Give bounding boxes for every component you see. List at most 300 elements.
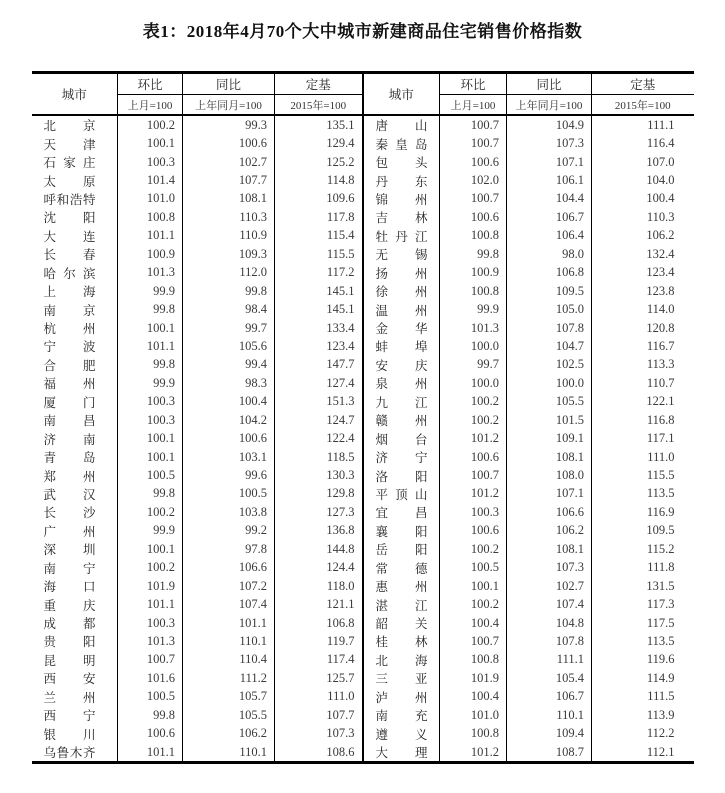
yoy-value-cell: 104.2 — [183, 411, 275, 429]
fixed-base-value-cell: 117.5 — [592, 614, 694, 632]
city-name-label: 西宁 — [43, 709, 96, 724]
yoy-value-cell: 99.7 — [183, 319, 275, 337]
header-yoy-base-right: 上年同月=100 — [507, 95, 592, 116]
city-cell — [363, 614, 440, 632]
mom-value-cell: 101.1 — [118, 595, 183, 613]
city-cell — [32, 153, 118, 171]
table-row — [32, 632, 694, 650]
city-cell — [363, 669, 440, 687]
table-row — [32, 300, 694, 318]
yoy-value-cell: 104.4 — [507, 190, 592, 208]
fixed-base-value-cell: 114.0 — [592, 300, 694, 318]
fixed-base-value-cell: 110.7 — [592, 374, 694, 392]
yoy-value-cell: 108.7 — [507, 743, 592, 763]
city-cell — [363, 503, 440, 521]
yoy-value-cell: 112.0 — [183, 264, 275, 282]
fixed-base-value-cell: 127.3 — [275, 503, 363, 521]
fixed-base-value-cell: 117.1 — [592, 429, 694, 447]
yoy-value-cell: 105.6 — [183, 337, 275, 355]
yoy-value-cell: 107.4 — [507, 595, 592, 613]
fixed-base-value-cell: 116.7 — [592, 337, 694, 355]
city-cell — [32, 115, 118, 134]
table-row — [32, 503, 694, 521]
city-name-label: 三亚 — [375, 672, 428, 687]
city-name-label: 南充 — [375, 709, 428, 724]
yoy-value-cell: 109.5 — [507, 282, 592, 300]
fixed-base-value-cell: 135.1 — [275, 115, 363, 134]
table-row — [32, 337, 694, 355]
city-name-label: 长沙 — [43, 506, 96, 521]
fixed-base-value-cell: 133.4 — [275, 319, 363, 337]
mom-value-cell: 100.5 — [440, 559, 507, 577]
city-cell — [32, 134, 118, 152]
fixed-base-value-cell: 115.2 — [592, 540, 694, 558]
city-name-label: 深圳 — [43, 543, 96, 558]
city-cell — [363, 743, 440, 763]
mom-value-cell: 100.2 — [440, 540, 507, 558]
city-cell — [32, 595, 118, 613]
city-cell — [363, 577, 440, 595]
fixed-base-value-cell: 145.1 — [275, 282, 363, 300]
mom-value-cell: 101.9 — [118, 577, 183, 595]
city-name-label: 扬州 — [375, 266, 428, 281]
fixed-base-value-cell: 123.4 — [275, 337, 363, 355]
table-row — [32, 651, 694, 669]
city-name-label: 平顶山 — [375, 487, 428, 502]
mom-value-cell: 100.8 — [440, 724, 507, 742]
fixed-base-value-cell: 117.2 — [275, 264, 363, 282]
city-cell — [363, 411, 440, 429]
table-row — [32, 134, 694, 152]
city-cell — [32, 245, 118, 263]
header-yoy-left: 同比 — [183, 73, 275, 95]
table-row — [32, 522, 694, 540]
city-cell — [32, 227, 118, 245]
table-row — [32, 688, 694, 706]
fixed-base-value-cell: 120.8 — [592, 319, 694, 337]
yoy-value-cell: 104.7 — [507, 337, 592, 355]
city-cell — [32, 540, 118, 558]
fixed-base-value-cell: 131.5 — [592, 577, 694, 595]
city-cell — [32, 429, 118, 447]
city-cell — [32, 411, 118, 429]
city-name-label: 湛江 — [375, 598, 428, 613]
city-name-label: 宁波 — [43, 340, 96, 355]
mom-value-cell: 100.6 — [440, 208, 507, 226]
yoy-value-cell: 111.1 — [507, 651, 592, 669]
city-cell — [363, 115, 440, 134]
mom-value-cell: 99.9 — [118, 522, 183, 540]
city-cell — [363, 632, 440, 650]
yoy-value-cell: 101.5 — [507, 411, 592, 429]
mom-value-cell: 99.8 — [118, 300, 183, 318]
city-cell — [363, 356, 440, 374]
city-name-label: 成都 — [43, 617, 96, 632]
city-name-label: 上海 — [43, 285, 96, 300]
header-fixed-left: 定基 — [275, 73, 363, 95]
yoy-value-cell: 108.1 — [507, 448, 592, 466]
mom-value-cell: 100.2 — [440, 411, 507, 429]
fixed-base-value-cell: 116.8 — [592, 411, 694, 429]
mom-value-cell: 100.2 — [440, 393, 507, 411]
city-cell — [363, 153, 440, 171]
mom-value-cell: 100.3 — [118, 411, 183, 429]
city-cell — [363, 300, 440, 318]
table-row — [32, 319, 694, 337]
mom-value-cell: 101.6 — [118, 669, 183, 687]
fixed-base-value-cell: 109.5 — [592, 522, 694, 540]
mom-value-cell: 100.6 — [440, 522, 507, 540]
yoy-value-cell: 104.8 — [507, 614, 592, 632]
city-name-label: 兰州 — [43, 690, 96, 705]
fixed-base-value-cell: 119.7 — [275, 632, 363, 650]
city-name-label: 银川 — [43, 727, 96, 742]
city-name-label: 福州 — [43, 377, 96, 392]
mom-value-cell: 100.0 — [440, 374, 507, 392]
city-name-label: 大连 — [43, 229, 96, 244]
city-cell — [363, 227, 440, 245]
fixed-base-value-cell: 107.3 — [275, 724, 363, 742]
fixed-base-value-cell: 123.4 — [592, 264, 694, 282]
fixed-base-value-cell: 117.8 — [275, 208, 363, 226]
fixed-base-value-cell: 112.2 — [592, 724, 694, 742]
table-row — [32, 448, 694, 466]
mom-value-cell: 100.1 — [440, 577, 507, 595]
table-row — [32, 429, 694, 447]
yoy-value-cell: 108.1 — [183, 190, 275, 208]
table-row — [32, 485, 694, 503]
city-cell — [32, 503, 118, 521]
yoy-value-cell: 98.0 — [507, 245, 592, 263]
yoy-value-cell: 110.1 — [183, 743, 275, 763]
yoy-value-cell: 105.5 — [183, 706, 275, 724]
mom-value-cell: 99.8 — [118, 485, 183, 503]
yoy-value-cell: 100.4 — [183, 393, 275, 411]
yoy-value-cell: 107.2 — [183, 577, 275, 595]
city-name-label: 赣州 — [375, 414, 428, 429]
mom-value-cell: 100.8 — [440, 282, 507, 300]
fixed-base-value-cell: 125.7 — [275, 669, 363, 687]
fixed-base-value-cell: 100.4 — [592, 190, 694, 208]
city-name-label: 惠州 — [375, 580, 428, 595]
fixed-base-value-cell: 116.4 — [592, 134, 694, 152]
city-cell — [32, 393, 118, 411]
table-row — [32, 559, 694, 577]
header-mom-base-right: 上月=100 — [440, 95, 507, 116]
city-cell — [32, 614, 118, 632]
city-cell — [363, 540, 440, 558]
header-mom-left: 环比 — [118, 73, 183, 95]
fixed-base-value-cell: 124.4 — [275, 559, 363, 577]
fixed-base-value-cell: 106.2 — [592, 227, 694, 245]
city-name-label: 丹东 — [375, 174, 428, 189]
city-cell — [363, 522, 440, 540]
mom-value-cell: 100.3 — [118, 153, 183, 171]
header-city-left: 城市 — [61, 88, 87, 102]
city-name-label: 南昌 — [43, 414, 96, 429]
city-cell — [363, 706, 440, 724]
mom-value-cell: 99.9 — [440, 300, 507, 318]
city-cell — [363, 429, 440, 447]
table-row — [32, 743, 694, 763]
city-cell — [363, 724, 440, 742]
city-cell — [363, 448, 440, 466]
fixed-base-value-cell: 109.6 — [275, 190, 363, 208]
mom-value-cell: 100.5 — [118, 688, 183, 706]
city-name-label: 石家庄 — [43, 156, 96, 171]
mom-value-cell: 100.4 — [440, 688, 507, 706]
yoy-value-cell: 106.6 — [183, 559, 275, 577]
city-cell — [32, 688, 118, 706]
mom-value-cell: 101.1 — [118, 337, 183, 355]
city-name-label: 太原 — [43, 174, 96, 189]
fixed-base-value-cell: 124.7 — [275, 411, 363, 429]
city-name-label: 贵阳 — [43, 635, 96, 650]
yoy-value-cell: 107.3 — [507, 134, 592, 152]
city-cell — [363, 171, 440, 189]
city-cell — [32, 208, 118, 226]
city-name-label: 海口 — [43, 580, 96, 595]
fixed-base-value-cell: 118.5 — [275, 448, 363, 466]
fixed-base-value-cell: 113.5 — [592, 485, 694, 503]
city-cell — [363, 485, 440, 503]
table-row — [32, 115, 694, 134]
fixed-base-value-cell: 112.1 — [592, 743, 694, 763]
header-yoy-right: 同比 — [507, 73, 592, 95]
yoy-value-cell: 108.0 — [507, 466, 592, 484]
city-cell — [32, 319, 118, 337]
yoy-value-cell: 105.7 — [183, 688, 275, 706]
table-row — [32, 227, 694, 245]
mom-value-cell: 100.3 — [118, 614, 183, 632]
city-name-label: 济宁 — [375, 451, 428, 466]
fixed-base-value-cell: 113.9 — [592, 706, 694, 724]
city-name-label: 合肥 — [43, 358, 96, 373]
yoy-value-cell: 103.8 — [183, 503, 275, 521]
yoy-value-cell: 110.4 — [183, 651, 275, 669]
fixed-base-value-cell: 104.0 — [592, 171, 694, 189]
mom-value-cell: 100.8 — [440, 227, 507, 245]
header-mom-base-left: 上月=100 — [118, 95, 183, 116]
mom-value-cell: 99.7 — [440, 356, 507, 374]
city-name-label: 蚌埠 — [375, 340, 428, 355]
city-name-label: 烟台 — [375, 432, 428, 447]
mom-value-cell: 100.1 — [118, 540, 183, 558]
fixed-base-value-cell: 147.7 — [275, 356, 363, 374]
fixed-base-value-cell: 122.1 — [592, 393, 694, 411]
fixed-base-value-cell: 115.5 — [592, 466, 694, 484]
fixed-base-value-cell: 114.8 — [275, 171, 363, 189]
city-cell — [363, 595, 440, 613]
mom-value-cell: 100.2 — [440, 595, 507, 613]
mom-value-cell: 99.9 — [118, 374, 183, 392]
table-row — [32, 614, 694, 632]
mom-value-cell: 101.2 — [440, 485, 507, 503]
mom-value-cell: 100.1 — [118, 448, 183, 466]
city-name-label: 济南 — [43, 432, 96, 447]
city-name-label: 岳阳 — [375, 543, 428, 558]
table-row — [32, 540, 694, 558]
mom-value-cell: 100.2 — [118, 115, 183, 134]
city-cell — [32, 632, 118, 650]
yoy-value-cell: 106.2 — [507, 522, 592, 540]
yoy-value-cell: 98.3 — [183, 374, 275, 392]
fixed-base-value-cell: 144.8 — [275, 540, 363, 558]
yoy-value-cell: 107.3 — [507, 559, 592, 577]
yoy-value-cell: 109.3 — [183, 245, 275, 263]
fixed-base-value-cell: 118.0 — [275, 577, 363, 595]
mom-value-cell: 100.4 — [440, 614, 507, 632]
city-cell — [32, 669, 118, 687]
city-cell — [32, 374, 118, 392]
city-name-label: 郑州 — [43, 469, 96, 484]
table-row — [32, 669, 694, 687]
mom-value-cell: 101.9 — [440, 669, 507, 687]
mom-value-cell: 100.6 — [440, 448, 507, 466]
city-cell — [32, 724, 118, 742]
fixed-base-value-cell: 108.6 — [275, 743, 363, 763]
table-row — [32, 466, 694, 484]
mom-value-cell: 101.4 — [118, 171, 183, 189]
city-name-label: 遵义 — [375, 727, 428, 742]
yoy-value-cell: 99.3 — [183, 115, 275, 134]
mom-value-cell: 100.7 — [440, 190, 507, 208]
mom-value-cell: 101.2 — [440, 743, 507, 763]
mom-value-cell: 100.7 — [440, 632, 507, 650]
yoy-value-cell: 107.1 — [507, 153, 592, 171]
fixed-base-value-cell: 129.4 — [275, 134, 363, 152]
city-name-label: 吉林 — [375, 211, 428, 226]
yoy-value-cell: 106.1 — [507, 171, 592, 189]
fixed-base-value-cell: 151.3 — [275, 393, 363, 411]
city-cell — [32, 522, 118, 540]
city-cell — [32, 651, 118, 669]
mom-value-cell: 99.9 — [118, 282, 183, 300]
fixed-base-value-cell: 114.9 — [592, 669, 694, 687]
fixed-base-value-cell: 117.3 — [592, 595, 694, 613]
city-name-label: 厦门 — [43, 395, 96, 410]
city-cell — [363, 337, 440, 355]
fixed-base-value-cell: 111.0 — [592, 448, 694, 466]
fixed-base-value-cell: 145.1 — [275, 300, 363, 318]
city-name-label: 秦皇岛 — [375, 137, 428, 152]
table-row — [32, 190, 694, 208]
fixed-base-value-cell: 119.6 — [592, 651, 694, 669]
yoy-value-cell: 111.2 — [183, 669, 275, 687]
yoy-value-cell: 100.5 — [183, 485, 275, 503]
city-cell — [363, 466, 440, 484]
city-cell — [363, 319, 440, 337]
fixed-base-value-cell: 113.3 — [592, 356, 694, 374]
city-cell — [32, 264, 118, 282]
header-city-right: 城市 — [363, 73, 440, 116]
price-index-table — [32, 71, 694, 764]
city-cell — [32, 577, 118, 595]
yoy-value-cell: 110.1 — [183, 632, 275, 650]
table-row — [32, 724, 694, 742]
header-fixed-base-left: 2015年=100 — [275, 95, 363, 116]
city-name-label: 重庆 — [43, 598, 96, 613]
fixed-base-value-cell: 132.4 — [592, 245, 694, 263]
table-row — [32, 356, 694, 374]
fixed-base-value-cell: 111.0 — [275, 688, 363, 706]
yoy-value-cell: 108.1 — [507, 540, 592, 558]
yoy-value-cell: 107.4 — [183, 595, 275, 613]
mom-value-cell: 102.0 — [440, 171, 507, 189]
yoy-value-cell: 106.4 — [507, 227, 592, 245]
city-name-label: 无锡 — [375, 248, 428, 263]
city-cell — [32, 448, 118, 466]
city-cell — [32, 300, 118, 318]
city-cell — [363, 651, 440, 669]
fixed-base-value-cell: 122.4 — [275, 429, 363, 447]
city-name-label: 广州 — [43, 524, 96, 539]
city-cell — [32, 706, 118, 724]
mom-value-cell: 99.8 — [440, 245, 507, 263]
table-header — [32, 73, 694, 116]
yoy-value-cell: 104.9 — [507, 115, 592, 134]
yoy-value-cell: 102.5 — [507, 356, 592, 374]
city-cell — [363, 282, 440, 300]
yoy-value-cell: 106.8 — [507, 264, 592, 282]
mom-value-cell: 101.0 — [118, 190, 183, 208]
city-name-label: 安庆 — [375, 358, 428, 373]
mom-value-cell: 99.8 — [118, 706, 183, 724]
yoy-value-cell: 102.7 — [183, 153, 275, 171]
header-fixed-base-right: 2015年=100 — [592, 95, 694, 116]
mom-value-cell: 100.3 — [440, 503, 507, 521]
table-row — [32, 282, 694, 300]
table-row — [32, 393, 694, 411]
table-row — [32, 411, 694, 429]
city-name-label: 南宁 — [43, 561, 96, 576]
mom-value-cell: 100.9 — [118, 245, 183, 263]
yoy-value-cell: 110.3 — [183, 208, 275, 226]
mom-value-cell: 100.0 — [440, 337, 507, 355]
yoy-value-cell: 106.7 — [507, 208, 592, 226]
city-name-label: 呼和浩特 — [43, 192, 96, 207]
mom-value-cell: 99.8 — [118, 356, 183, 374]
fixed-base-value-cell: 107.0 — [592, 153, 694, 171]
yoy-value-cell: 99.2 — [183, 522, 275, 540]
city-cell — [32, 171, 118, 189]
mom-value-cell: 100.9 — [440, 264, 507, 282]
yoy-value-cell: 99.8 — [183, 282, 275, 300]
mom-value-cell: 101.3 — [440, 319, 507, 337]
city-name-label: 韶关 — [375, 617, 428, 632]
yoy-value-cell: 105.5 — [507, 393, 592, 411]
city-name-label: 包头 — [375, 156, 428, 171]
city-cell — [363, 688, 440, 706]
yoy-value-cell: 100.6 — [183, 134, 275, 152]
yoy-value-cell: 103.1 — [183, 448, 275, 466]
mom-value-cell: 100.6 — [118, 724, 183, 742]
yoy-value-cell: 97.8 — [183, 540, 275, 558]
yoy-value-cell: 106.6 — [507, 503, 592, 521]
mom-value-cell: 100.6 — [440, 153, 507, 171]
mom-value-cell: 101.3 — [118, 632, 183, 650]
city-cell — [32, 282, 118, 300]
city-cell — [363, 190, 440, 208]
fixed-base-value-cell: 111.8 — [592, 559, 694, 577]
table-row — [32, 374, 694, 392]
city-name-label: 唐山 — [375, 119, 428, 134]
mom-value-cell: 101.1 — [118, 743, 183, 763]
mom-value-cell: 101.1 — [118, 227, 183, 245]
mom-value-cell: 100.2 — [118, 503, 183, 521]
city-cell — [32, 190, 118, 208]
mom-value-cell: 100.3 — [118, 393, 183, 411]
